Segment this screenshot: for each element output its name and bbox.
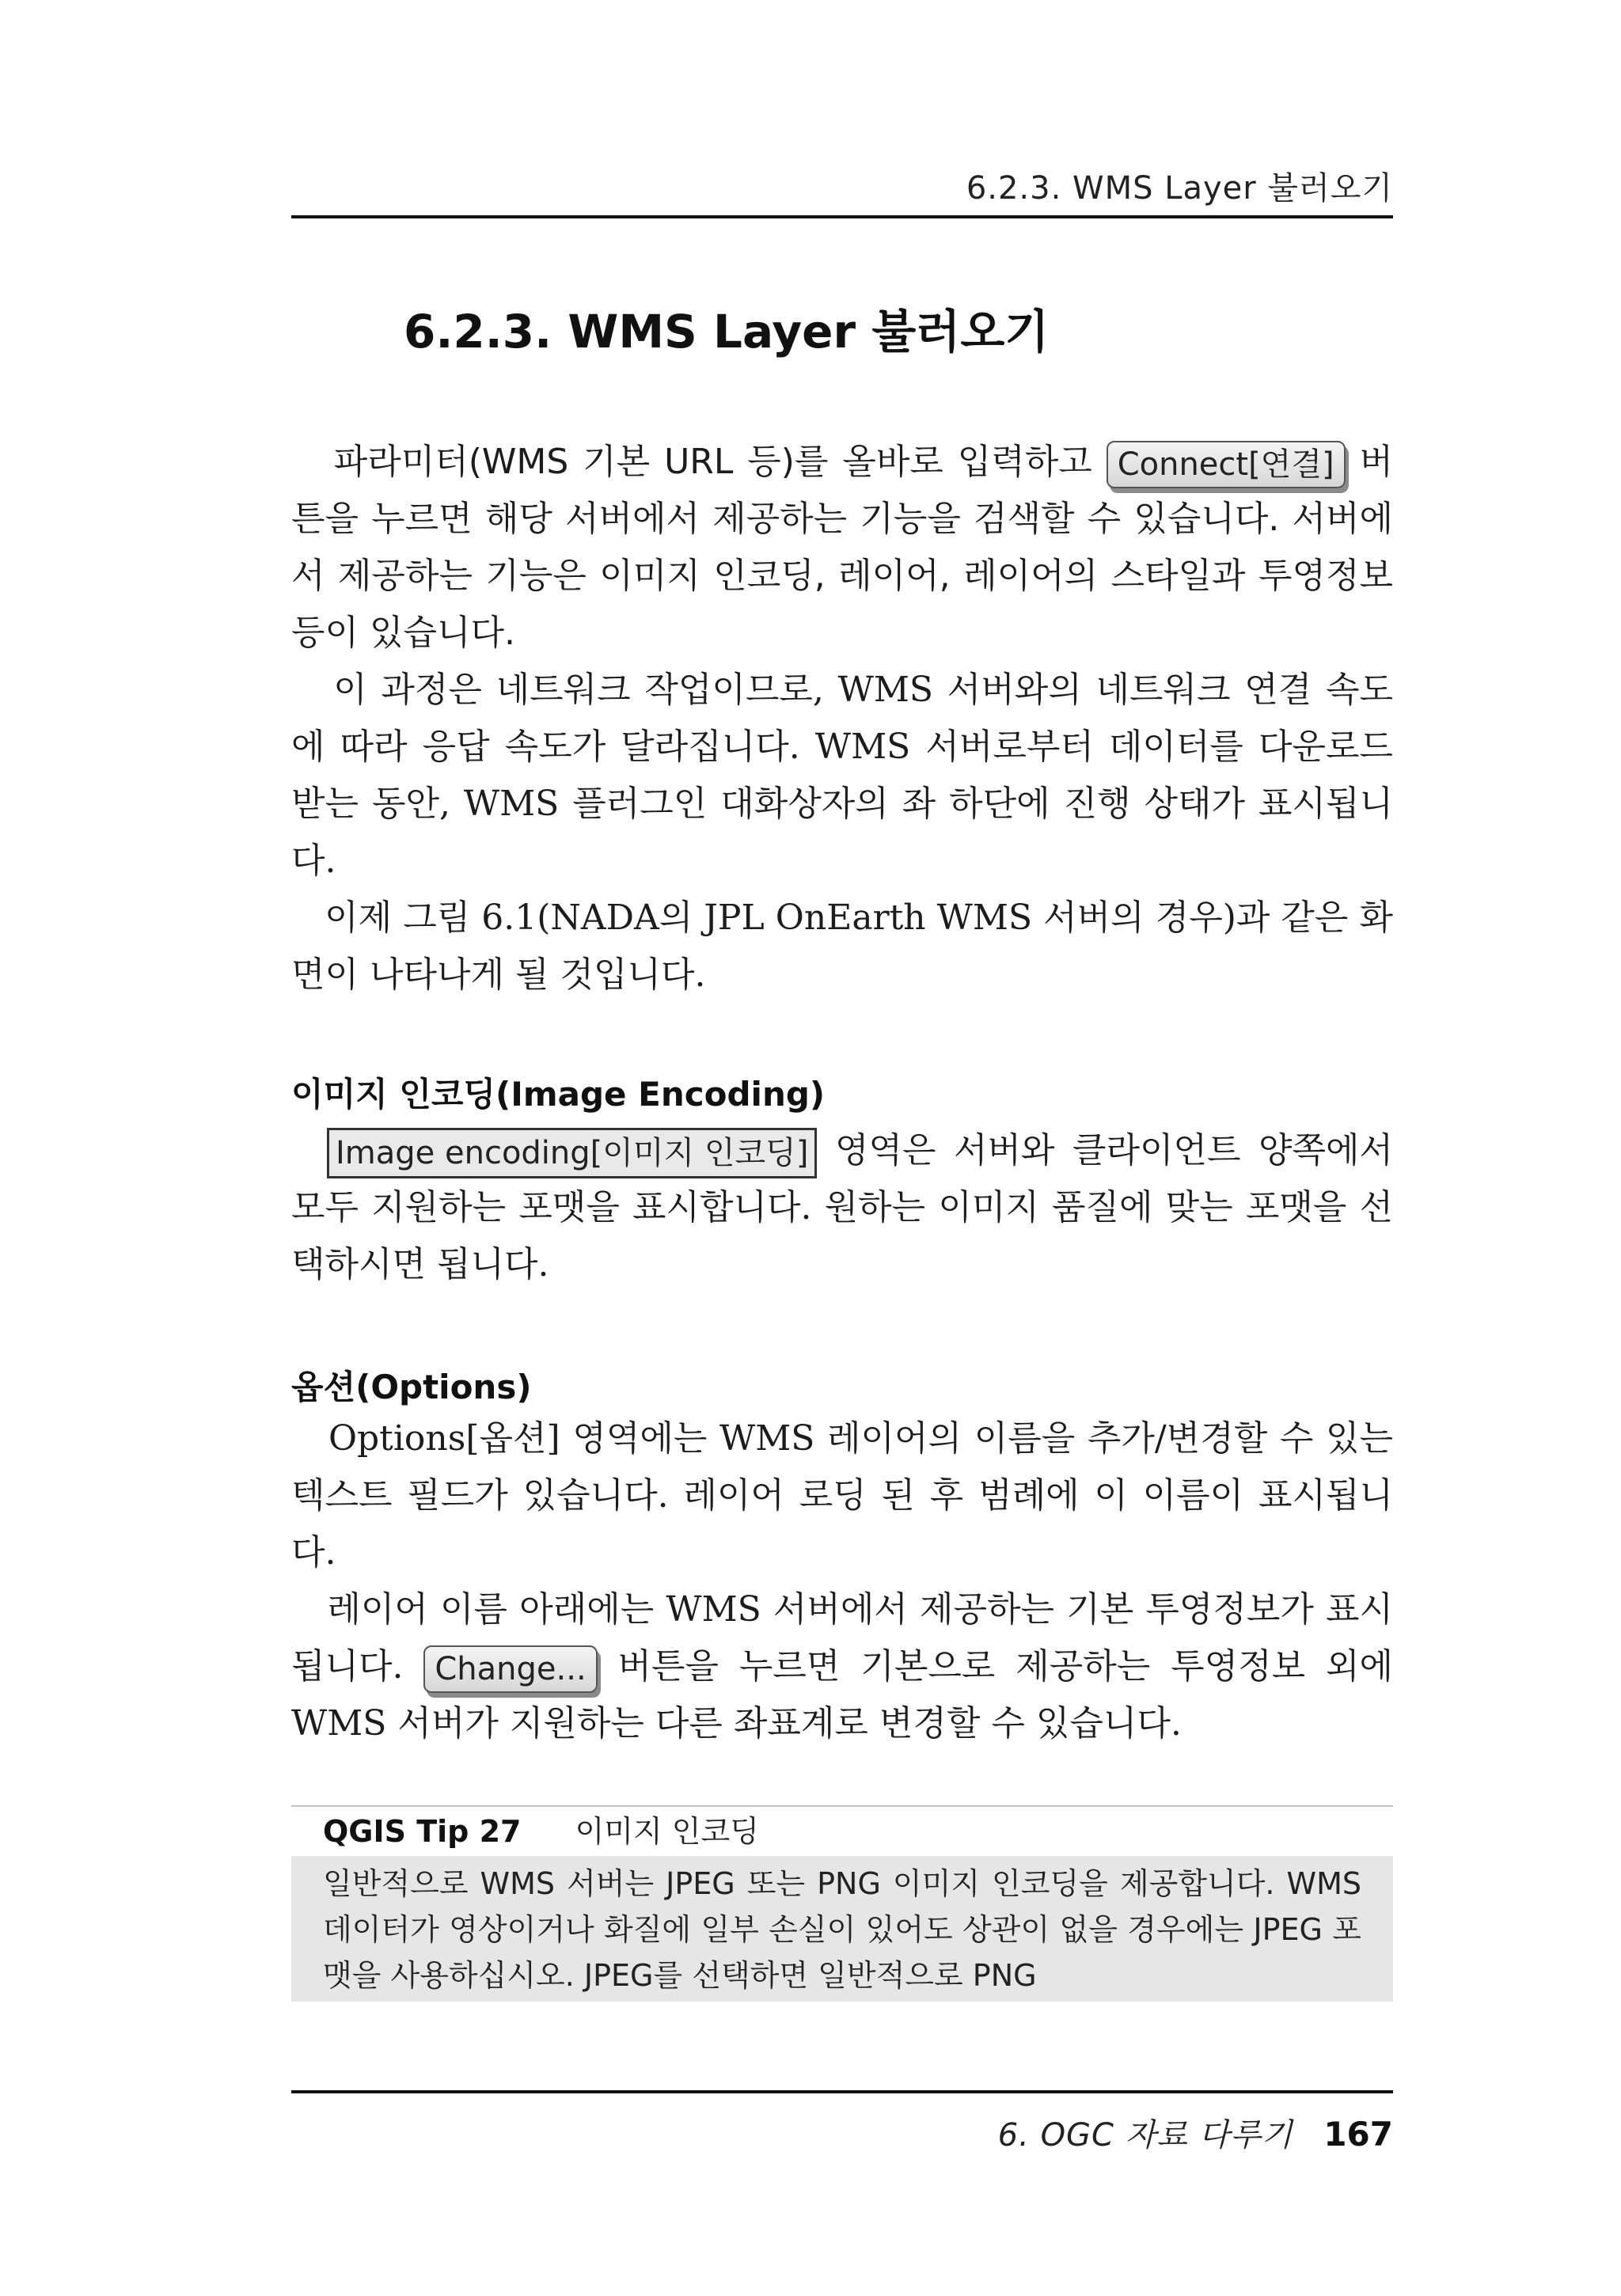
footer-rule xyxy=(291,2090,1393,2093)
intro-text-before: 파라미터(WMS 기본 URL 등)를 올바로 입력하고 xyxy=(333,442,1092,482)
tip-body: 일반적으로 WMS 서버는 JPEG 또는 PNG 이미지 인코딩을 제공합니다. WMS 데이터가 영상이거나 화질에 일부 손실이 있어도 상관이 없을 경우에는 JPEG 포맷을 사용하십시오. JPEG를 선택하면 일반적으로 PNG xyxy=(291,1856,1393,2002)
tip-box xyxy=(291,1805,1393,2002)
intro-paragraph-2 xyxy=(291,662,1393,890)
intro-text-after: 버튼을 누르면 해당 서버에서 제공하는 기능을 검색할 수 있습니다. 서버에서 제공하는 기능은 이미지 인코딩, 레이어, 레이어의 스타일과 투영정보 등이 있습니다. xyxy=(291,442,1393,653)
footer xyxy=(291,2110,1393,2155)
options-paragraph-2 xyxy=(291,1581,1393,1752)
running-header: 6.2.3. WMS Layer 불러오기 xyxy=(966,170,1393,207)
tip-title: 이미지 인코딩 xyxy=(575,1814,759,1849)
image-encoding-paragraph xyxy=(291,1122,1393,1293)
options-heading: 옵션(Options) xyxy=(291,1368,532,1406)
tip-header xyxy=(291,1807,1393,1856)
intro-text-3: 이제 그림 6.1(NADA의 JPL OnEarth WMS 서버의 경우)과 같은 화면이 나타나게 될 것입니다. xyxy=(291,898,1393,995)
image-encoding-field-image: Image encoding[이미지 인코딩] xyxy=(327,1128,817,1178)
options-text-2-before: 레이어 이름 아래에는 WMS 서버에서 제공하는 기본 투영정보가 표시됩니다. xyxy=(291,1589,1393,1687)
tip-label: QGIS Tip 27 xyxy=(323,1814,522,1849)
intro-paragraph-1 xyxy=(291,434,1393,662)
intro-text-2: 이 과정은 네트워크 작업이므로, WMS 서버와의 네트워크 연결 속도에 따라 응답 속도가 달라집니다. WMS 서버로부터 데이터를 다운로드 받는 동안, WMS 플러그인 대화상자의 좌 하단에 진행 상태가 표시됩니다. xyxy=(291,670,1393,881)
image-encoding-text: 영역은 서버와 클라이언트 양쪽에서 모두 지원하는 포맷을 표시합니다. 원하는 이미지 품질에 맞는 포맷을 선택하시면 됩니다. xyxy=(291,1130,1393,1285)
options-text-1: Options[옵션] 영역에는 WMS 레이어의 이름을 추가/변경할 수 있는 텍스트 필드가 있습니다. 레이어 로딩 된 후 범례에 이 이름이 표시됩니다. xyxy=(291,1418,1393,1573)
image-encoding-heading: 이미지 인코딩(Image Encoding) xyxy=(291,1075,826,1114)
section-title: 6.2.3. WMS Layer 불러오기 xyxy=(404,305,1050,359)
change-button-image: Change... xyxy=(423,1645,597,1693)
footer-chapter: 6. OGC 자료 다루기 xyxy=(997,2117,1293,2154)
options-text-2-after: 버튼을 누르면 기본으로 제공하는 투영정보 외에 WMS 서버가 지원하는 다른 좌표계로 변경할 수 있습니다. xyxy=(291,1646,1393,1744)
intro-paragraph-3 xyxy=(291,890,1393,1004)
header-rule xyxy=(291,215,1393,218)
page-number: 167 xyxy=(1323,2115,1393,2154)
options-paragraph-1 xyxy=(291,1410,1393,1581)
connect-button-image: Connect[연결] xyxy=(1107,441,1346,488)
